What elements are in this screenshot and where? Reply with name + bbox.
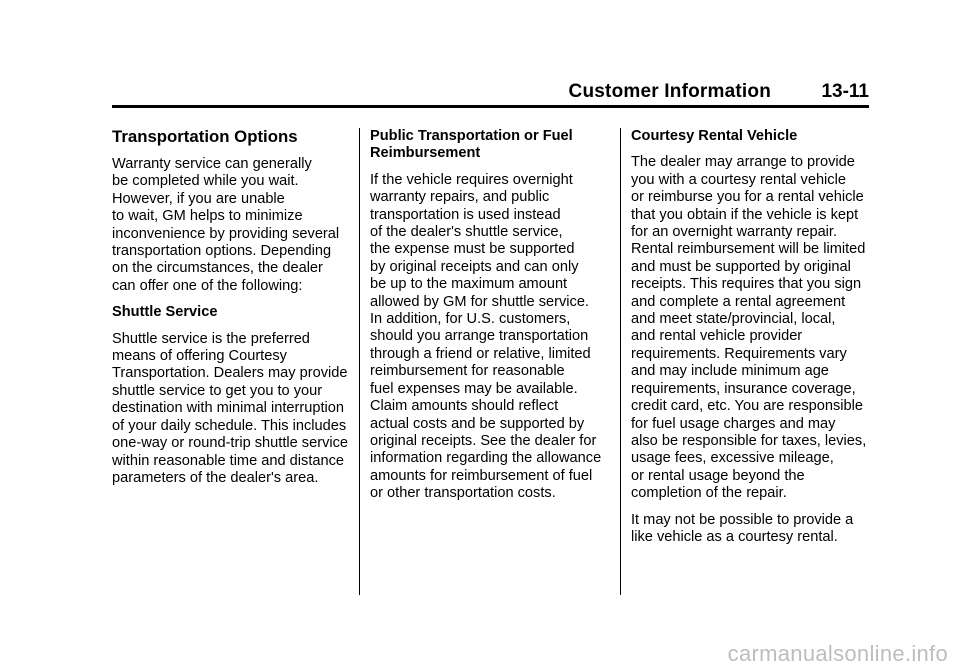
courtesy-rental-paragraph: The dealer may arrange to provide you with a courtesy rental vehicle or reimburse you for a rental vehicle that you obtain if the vehicle is kept for an overnight warranty repair. Rental reimbursement will be limited and must be supported by original receipts. This requires that you sign and complete a rental agreement and meet state/provincial, local, and rental vehicle provider requirements. Requirements vary and may include minimum age requirements, insurance coverage, credit card, etc. You are responsible for fuel usage charges and may also be responsible for taxes, levies, usage fees, excessive mileage, or rental usage beyond the completion of the repair. [631,154,867,502]
public-transportation-paragraph: If the vehicle requires overnight warranty repairs, and public transportation is used instead of the dealer's shuttle service, the expense must be supported by original receipts and can only be up to the maximum amount allowed by GM for shuttle service. In addition, for U.S. customers, should you arrange transportation through a friend or relative, limited reimbursement for reasonable fuel expenses may be available. Claim amounts should reflect actual costs and be supported by original receipts. See the dealer for information regarding the allowance amounts for reimbursement of fuel or other transportation costs. [370,171,602,502]
column-divider-right [620,128,621,595]
shuttle-service-paragraph: Shuttle service is the preferred means of offering Courtesy Transportation. Dealers may provide shuttle service to get you to your destination with minimal interruption of your daily schedule. This includes one-way or round-trip shuttle service within reasonable time and distance parameters of the dealer's area. [112,330,349,486]
public-transportation-heading: Public Transportation or Fuel Reimbursement [370,128,573,162]
section-title: Transportation Options [112,127,298,146]
shuttle-service-heading: Shuttle Service [112,304,218,321]
column-divider-left [359,128,360,595]
intro-paragraph: Warranty service can generally be completed while you wait. However, if you are unable to wait, GM helps to minimize inconvenience by providing several transportation options. Depending on the circumstances, the dealer can offer one of the following: [112,156,340,294]
column-2 [370,128,610,512]
page-number: 13-11 [821,81,869,102]
courtesy-rental-note: It may not be possible to provide a like vehicle as a courtesy rental. [631,511,854,545]
page-header [112,77,869,108]
column-1 [112,128,352,496]
chapter-title: Customer Information [568,81,771,102]
courtesy-rental-heading: Courtesy Rental Vehicle [631,128,798,144]
watermark: carmanualsonline.info [727,641,948,666]
column-3 [631,128,871,555]
